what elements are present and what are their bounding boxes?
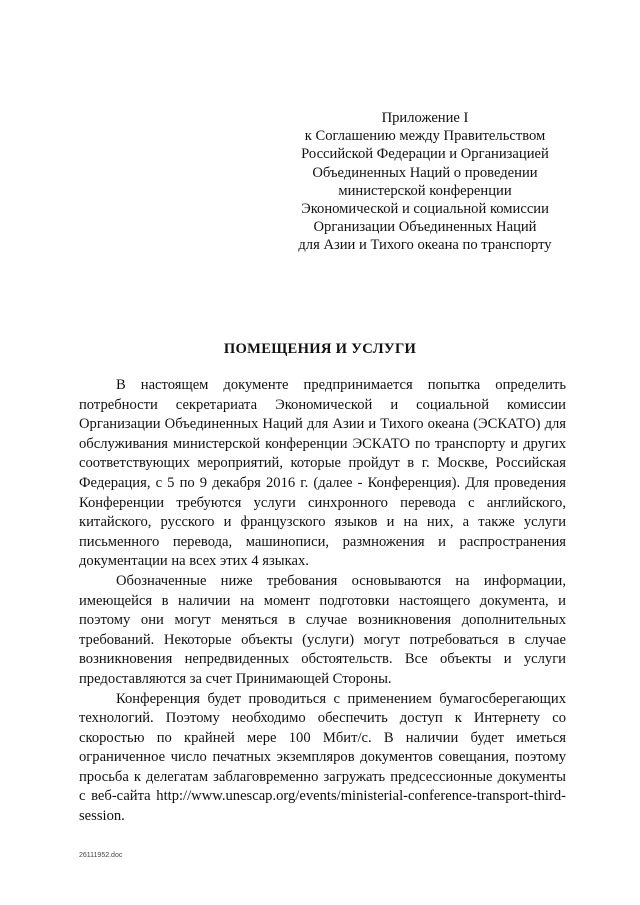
paragraph-1: В настоящем документе предпринимается попытка определить потребности секретариата Экономической и социальной комиссии Организации Объединенных Наций для Азии и Тихого океана (ЭСКАТО) для обслуживания министерской конференции ЭСКАТО по транспорту и других соответствующих мероприятий, которые пройдут в г. Москве, Российская Федерация, с 5 по 9 декабря 2016 г. (далее - Конференция). Для проведения Конференции требуются услуги синхронного перевода с английского, китайского, русского и французского языков и на них, а также услуги письменного перевода, машинописи, размножения и распространения документации на всех этих 4 языках. bbox=[79, 377, 566, 570]
annex-line: министерской конференции bbox=[338, 182, 512, 199]
paragraph-2: Обозначенные ниже требования основываются на информации, имеющейся в наличии на момент подготовки настоящего документа, и поэтому они могут меняться в случае возникновения дополнительных требований. Некоторые объекты (услуги) могут потребоваться в случае возникновения непредвиденных обстоятельств. Все объекты и услуги предоставляются за счет Принимающей Стороны. bbox=[79, 572, 566, 687]
annex-header bbox=[282, 109, 568, 255]
annex-line: Организации Объединенных Наций bbox=[313, 219, 537, 236]
annex-line: к Соглашению между Правительством bbox=[304, 128, 546, 145]
annex-title: Приложение I bbox=[381, 110, 469, 126]
document-footer-id: 26111952.doc bbox=[79, 852, 123, 859]
document-body bbox=[79, 376, 566, 827]
annex-line: Российской Федерации и Организацией bbox=[301, 146, 549, 163]
section-heading: ПОМЕЩЕНИЯ И УСЛУГИ bbox=[223, 341, 417, 357]
annex-line: для Азии и Тихого океана по транспорту bbox=[298, 237, 552, 254]
annex-line: Объединенных Наций о проведении bbox=[312, 164, 538, 181]
paragraph-3: Конференция будет проводиться с применением бумагосберегающих технологий. Поэтому необходимо обеспечить доступ к Интернету со скоростью по крайней мере 100 Мбит/с. В наличии будет иметься ограниченное число печатных экземпляров документов совещания, поэтому просьба к делегатам заблаговременно загружать предсессионные документы с веб-сайта http://www.unescap.org/events/ministerial-conference-transport-third-session. bbox=[79, 690, 566, 825]
annex-line: Экономической и социальной комиссии bbox=[301, 201, 549, 218]
